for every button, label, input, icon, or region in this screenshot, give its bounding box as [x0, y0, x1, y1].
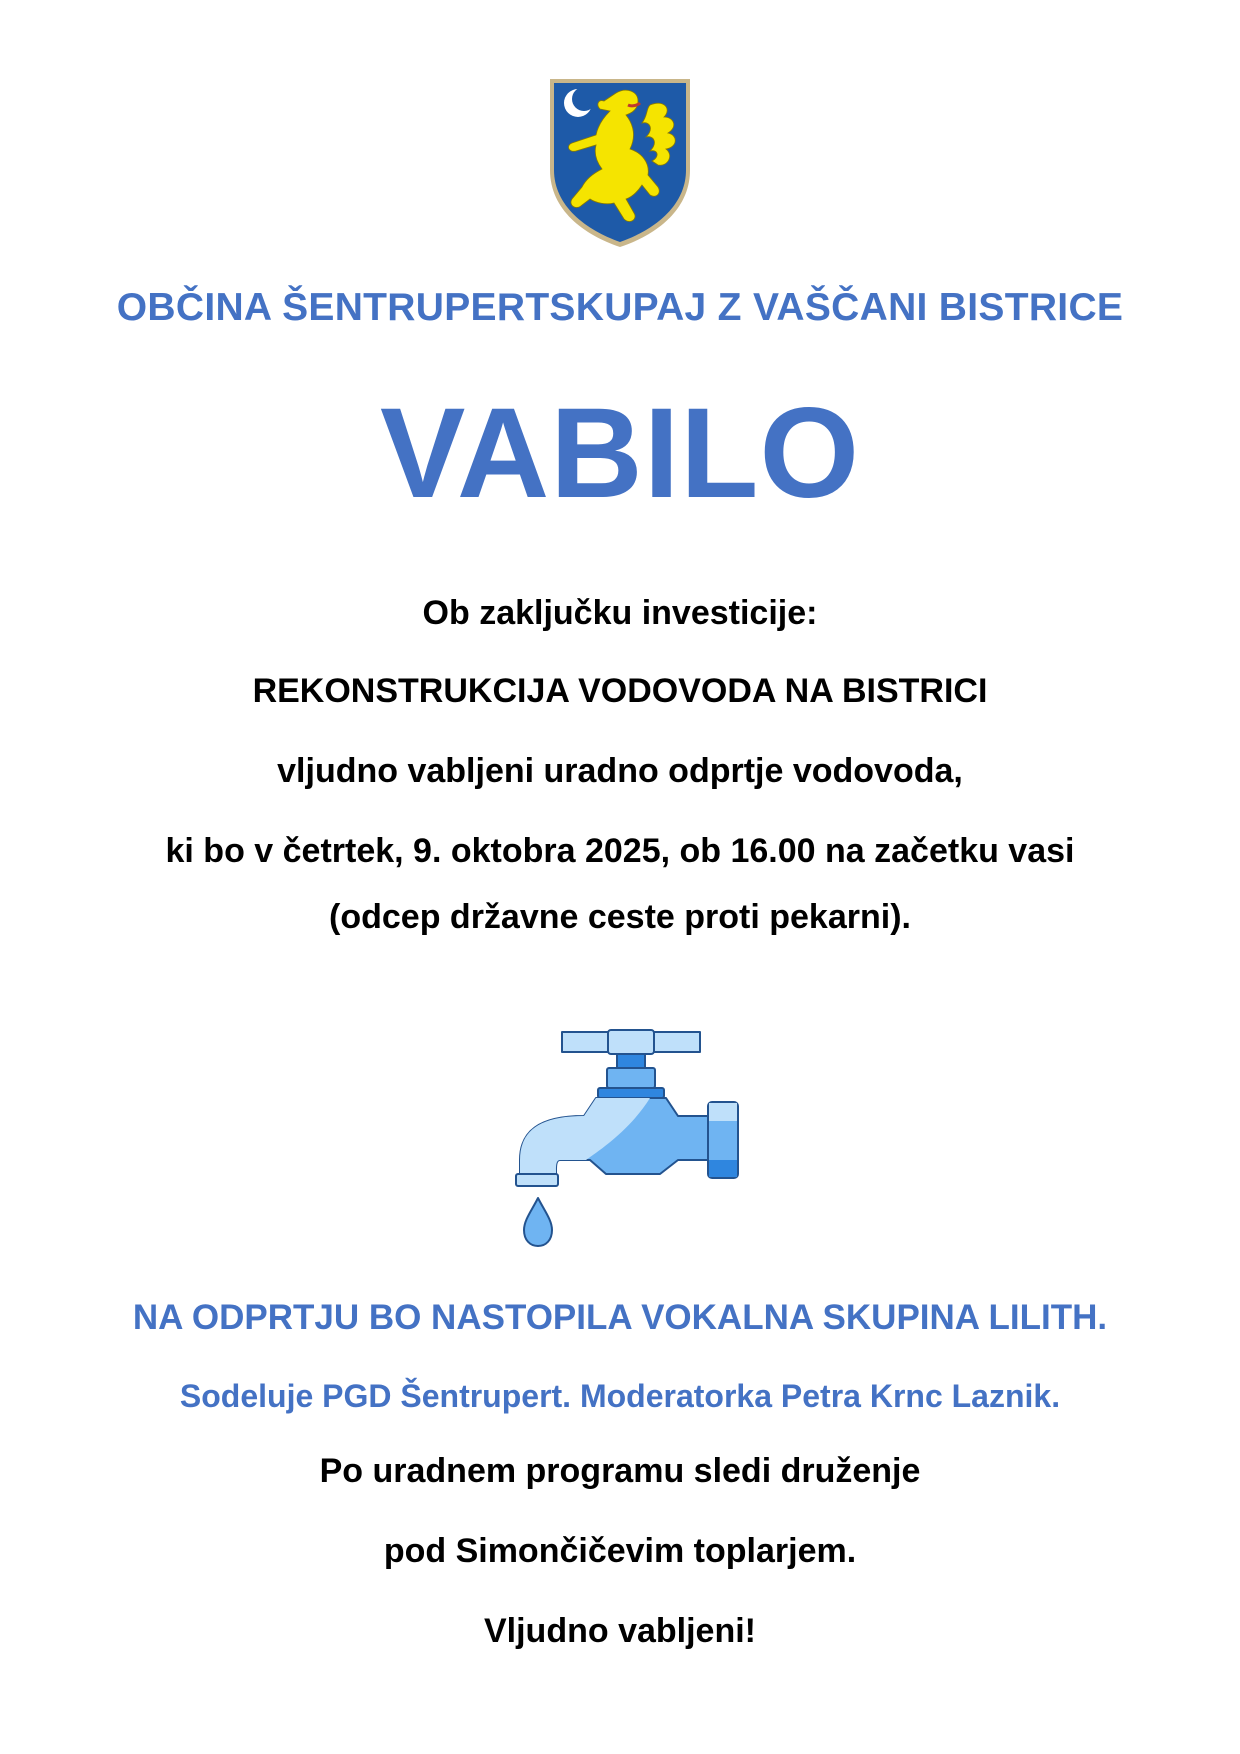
- water-tap-icon: [500, 1010, 740, 1250]
- closing-text: Vljudno vabljeni!: [483, 1612, 757, 1650]
- municipality-header: OBČINA ŠENTRUPERTSKUPAJ Z VAŠČANI BISTRICE: [116, 286, 1124, 329]
- project-name: REKONSTRUKCIJA VODOVODA NA BISTRICI: [252, 672, 988, 710]
- location-detail: (odcep državne ceste proti pekarni).: [329, 898, 911, 936]
- performance-note: NA ODPRTJU BO NASTOPILA VOKALNA SKUPINA LILITH.: [132, 1298, 1108, 1337]
- after-program-line-2: pod Simončičevim toplarjem.: [383, 1532, 857, 1570]
- date-time-location: ki bo v četrtek, 9. oktobra 2025, ob 16.00 na začetku vasi: [165, 832, 1075, 870]
- invitation-text: vljudno vabljeni uradno odprtje vodovoda,: [277, 752, 963, 790]
- intro-text: Ob zaključku investicije:: [422, 594, 818, 632]
- page-title: VABILO: [379, 382, 861, 525]
- after-program-line-1: Po uradnem programu sledi druženje: [319, 1452, 921, 1490]
- coat-of-arms-icon: [546, 75, 694, 250]
- participants-note: Sodeluje PGD Šentrupert. Moderatorka Petra Krnc Laznik.: [179, 1378, 1061, 1414]
